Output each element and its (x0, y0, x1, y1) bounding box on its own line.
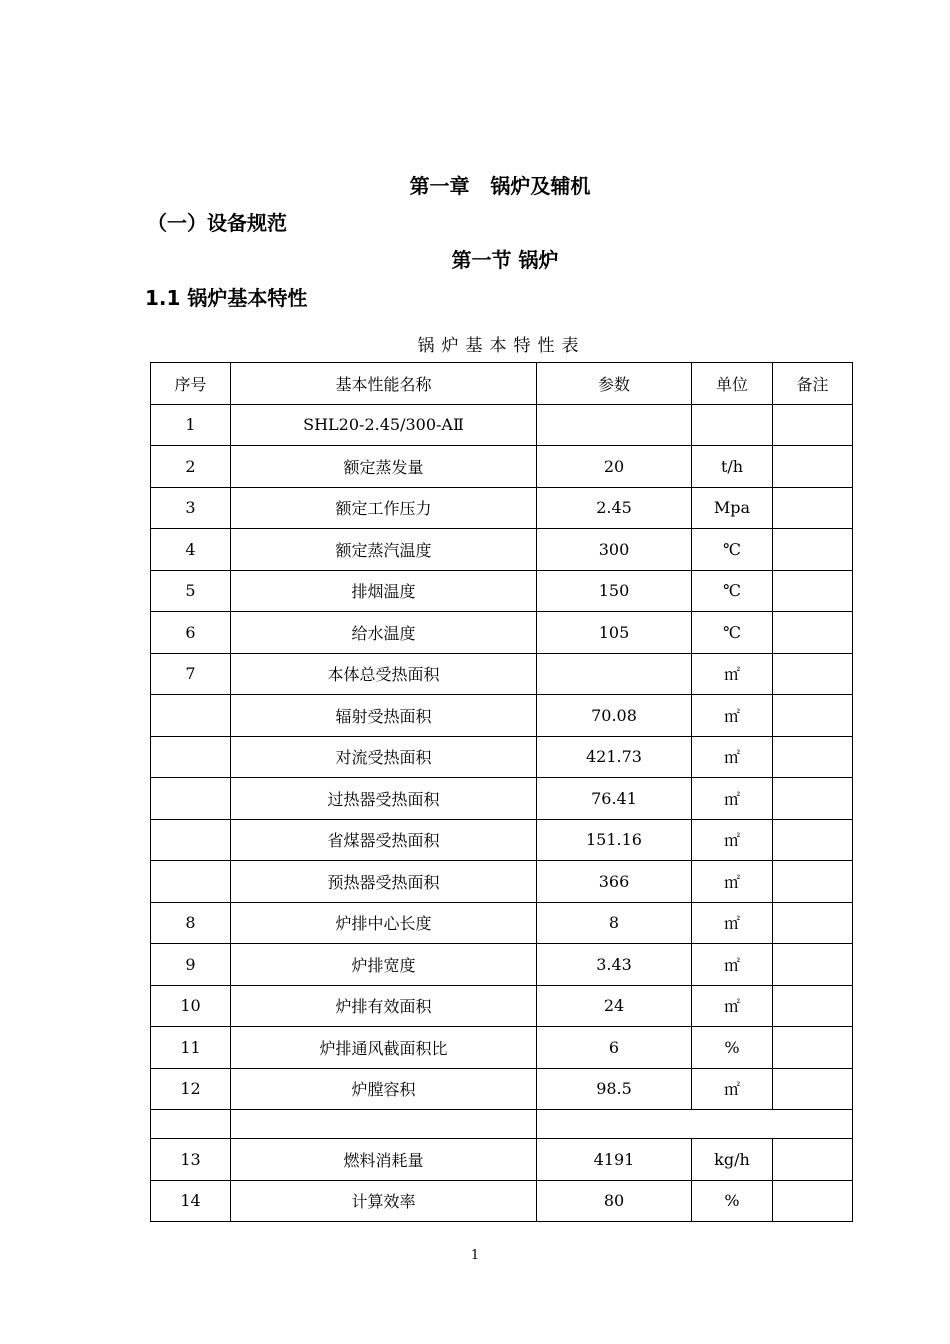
chapter-title: 第一章 锅炉及辅机 (409, 174, 591, 198)
table-row (151, 985, 853, 1027)
header-note: 备注 (773, 363, 853, 405)
cell-no: 9 (151, 944, 231, 986)
cell-value: 24 (537, 985, 692, 1027)
cell-value: 8 (537, 902, 692, 944)
cell-no (151, 695, 231, 737)
cell-empty (537, 1110, 853, 1139)
cell-name: 本体总受热面积 (231, 653, 537, 695)
cell-no: 14 (151, 1180, 231, 1222)
cell-value (537, 404, 692, 446)
cell-unit: kg/h (692, 1139, 773, 1181)
subsection-title: 第一节 锅炉 (451, 248, 559, 272)
cell-value: 80 (537, 1180, 692, 1222)
cell-unit (692, 404, 773, 446)
cell-name: 计算效率 (231, 1180, 537, 1222)
cell-no: 6 (151, 612, 231, 654)
cell-value: 4191 (537, 1139, 692, 1181)
table-row-blank (151, 1110, 853, 1139)
cell-no: 5 (151, 570, 231, 612)
cell-no: 7 (151, 653, 231, 695)
cell-unit: % (692, 1180, 773, 1222)
cell-note (773, 612, 853, 654)
cell-name: 燃料消耗量 (231, 1139, 537, 1181)
table-row (151, 612, 853, 654)
cell-unit: ㎡ (692, 778, 773, 820)
table-caption: 锅炉基本特性表 (417, 336, 586, 356)
cell-no: 3 (151, 487, 231, 529)
cell-no (151, 861, 231, 903)
cell-no (151, 819, 231, 861)
cell-no: 13 (151, 1139, 231, 1181)
cell-unit: Mpa (692, 487, 773, 529)
cell-unit: ㎡ (692, 861, 773, 903)
item-title: 1.1 锅炉基本特性 (145, 286, 308, 310)
header-no: 序号 (151, 363, 231, 405)
cell-value: 6 (537, 1027, 692, 1069)
table-row (151, 695, 853, 737)
cell-unit: ℃ (692, 570, 773, 612)
cell-value: 151.16 (537, 819, 692, 861)
table-row (151, 404, 853, 446)
cell-name: 辐射受热面积 (231, 695, 537, 737)
cell-unit: ㎡ (692, 1068, 773, 1110)
cell-unit: ℃ (692, 529, 773, 571)
table-row (151, 778, 853, 820)
cell-unit: ㎡ (692, 944, 773, 986)
cell-note (773, 487, 853, 529)
cell-empty (231, 1110, 537, 1139)
cell-name: 省煤器受热面积 (231, 819, 537, 861)
table-row (151, 736, 853, 778)
cell-value: 421.73 (537, 736, 692, 778)
header-unit: 单位 (692, 363, 773, 405)
cell-no (151, 778, 231, 820)
cell-note (773, 529, 853, 571)
cell-name: 对流受热面积 (231, 736, 537, 778)
cell-name: 炉排有效面积 (231, 985, 537, 1027)
table-row (151, 819, 853, 861)
cell-no: 2 (151, 446, 231, 488)
cell-unit: ℃ (692, 612, 773, 654)
cell-note (773, 1027, 853, 1069)
cell-note (773, 819, 853, 861)
table-header-row (151, 363, 853, 405)
cell-value: 76.41 (537, 778, 692, 820)
cell-unit: ㎡ (692, 736, 773, 778)
cell-value: 366 (537, 861, 692, 903)
cell-unit: ㎡ (692, 653, 773, 695)
cell-value: 70.08 (537, 695, 692, 737)
cell-no: 1 (151, 404, 231, 446)
cell-no: 11 (151, 1027, 231, 1069)
table-row (151, 1068, 853, 1110)
cell-empty (151, 1110, 231, 1139)
cell-note (773, 446, 853, 488)
cell-note (773, 1068, 853, 1110)
cell-name: 额定蒸发量 (231, 446, 537, 488)
table-row (151, 570, 853, 612)
table-row (151, 861, 853, 903)
cell-note (773, 985, 853, 1027)
cell-name: SHL20-2.45/300-AⅡ (231, 404, 537, 446)
header-name: 基本性能名称 (231, 363, 537, 405)
table-row (151, 529, 853, 571)
cell-name: 预热器受热面积 (231, 861, 537, 903)
cell-note (773, 404, 853, 446)
table-row (151, 487, 853, 529)
cell-unit: % (692, 1027, 773, 1069)
cell-unit: t/h (692, 446, 773, 488)
cell-unit: ㎡ (692, 695, 773, 737)
cell-no (151, 736, 231, 778)
table-row (151, 944, 853, 986)
cell-no: 12 (151, 1068, 231, 1110)
cell-note (773, 653, 853, 695)
cell-note (773, 1180, 853, 1222)
cell-no: 10 (151, 985, 231, 1027)
cell-value: 3.43 (537, 944, 692, 986)
table-row (151, 446, 853, 488)
cell-name: 额定工作压力 (231, 487, 537, 529)
cell-name: 排烟温度 (231, 570, 537, 612)
cell-no: 8 (151, 902, 231, 944)
page-number: 1 (470, 1248, 480, 1263)
cell-name: 炉膛容积 (231, 1068, 537, 1110)
cell-name: 炉排宽度 (231, 944, 537, 986)
cell-value: 150 (537, 570, 692, 612)
cell-note (773, 944, 853, 986)
cell-note (773, 695, 853, 737)
cell-unit: ㎡ (692, 985, 773, 1027)
cell-note (773, 570, 853, 612)
table-row (151, 653, 853, 695)
cell-note (773, 861, 853, 903)
cell-note (773, 902, 853, 944)
cell-note (773, 736, 853, 778)
cell-unit: ㎡ (692, 902, 773, 944)
cell-name: 炉排通风截面积比 (231, 1027, 537, 1069)
table-row (151, 1027, 853, 1069)
cell-note (773, 778, 853, 820)
boiler-spec-table (150, 362, 853, 1222)
cell-name: 炉排中心长度 (231, 902, 537, 944)
header-value: 参数 (537, 363, 692, 405)
cell-no: 4 (151, 529, 231, 571)
cell-value: 300 (537, 529, 692, 571)
table-row (151, 902, 853, 944)
cell-name: 过热器受热面积 (231, 778, 537, 820)
cell-value: 2.45 (537, 487, 692, 529)
table-row (151, 1139, 853, 1181)
section-title: （一）设备规范 (147, 211, 287, 235)
cell-value: 20 (537, 446, 692, 488)
cell-note (773, 1139, 853, 1181)
cell-unit: ㎡ (692, 819, 773, 861)
cell-name: 额定蒸汽温度 (231, 529, 537, 571)
cell-value: 98.5 (537, 1068, 692, 1110)
cell-value (537, 653, 692, 695)
cell-value: 105 (537, 612, 692, 654)
table-row (151, 1180, 853, 1222)
cell-name: 给水温度 (231, 612, 537, 654)
